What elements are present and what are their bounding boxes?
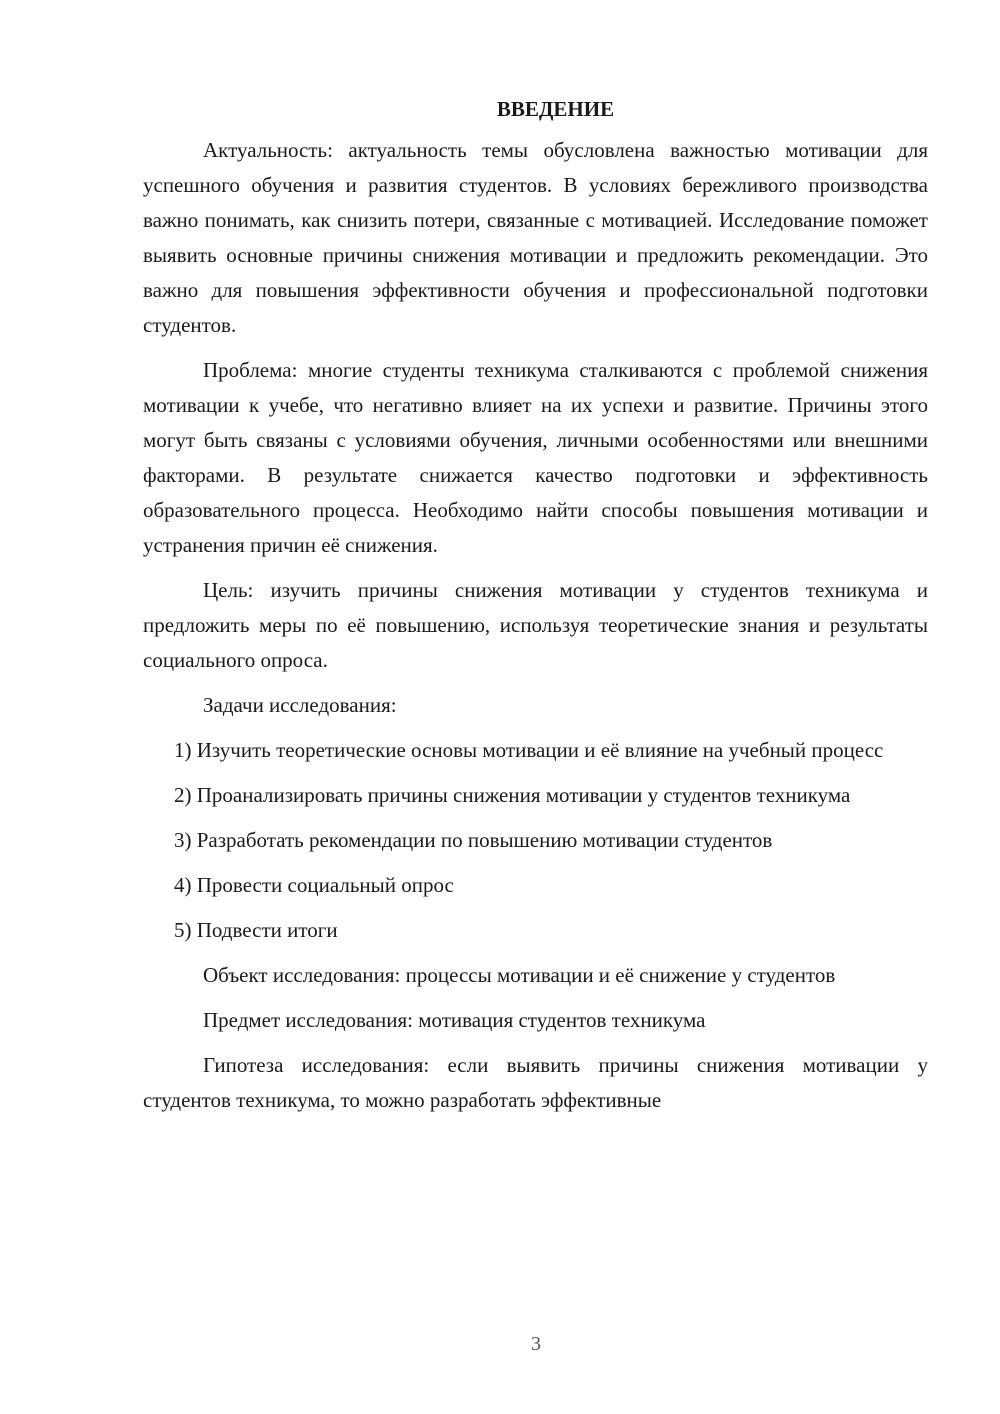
goal-paragraph: Цель: изучить причины снижения мотивации у студентов техникума и предложить меры по её повышению, используя теоретические знания и результаты социального опроса. [143, 578, 928, 672]
task-item-4: 4) Провести социальный опрос [174, 873, 454, 897]
page-number: 3 [531, 1333, 541, 1355]
document-page [143, 92, 928, 1128]
page-title: ВВЕДЕНИЕ [496, 97, 615, 121]
hypothesis-paragraph: Гипотеза исследования: если выявить причины снижения мотивации у студентов техникума, то можно разработать эффективные [143, 1053, 928, 1112]
problem-paragraph: Проблема: многие студенты техникума сталкиваются с проблемой снижения мотивации к учебе, что негативно влияет на их успехи и развитие. Причины этого могут быть связаны с условиями обучения, личными особенностями или внешними факторами. В результате снижается качество подготовки и эффективность образовательного процесса. Необходимо найти способы повышения мотивации и устранения причин её снижения. [143, 358, 928, 557]
task-item-3: 3) Разработать рекомендации по повышению мотивации студентов [174, 828, 773, 852]
object-paragraph: Объект исследования: процессы мотивации и её снижение у студентов [203, 963, 836, 987]
tasks-title: Задачи исследования: [203, 693, 397, 717]
subject-paragraph: Предмет исследования: мотивация студентов техникума [203, 1008, 706, 1032]
task-item-1: 1) Изучить теоретические основы мотивации и её влияние на учебный процесс [174, 738, 884, 762]
relevance-paragraph: Актуальность: актуальность темы обусловлена важностью мотивации для успешного обучения и развития студентов. В условиях бережливого производства важно понимать, как снизить потери, связанные с мотивацией. Исследование поможет выявить основные причины снижения мотивации и предложить рекомендации. Это важно для повышения эффективности обучения и профессиональной подготовки студентов. [143, 138, 928, 337]
task-item-5: 5) Подвести итоги [174, 918, 338, 942]
task-item-2: 2) Проанализировать причины снижения мотивации у студентов техникума [174, 783, 851, 807]
